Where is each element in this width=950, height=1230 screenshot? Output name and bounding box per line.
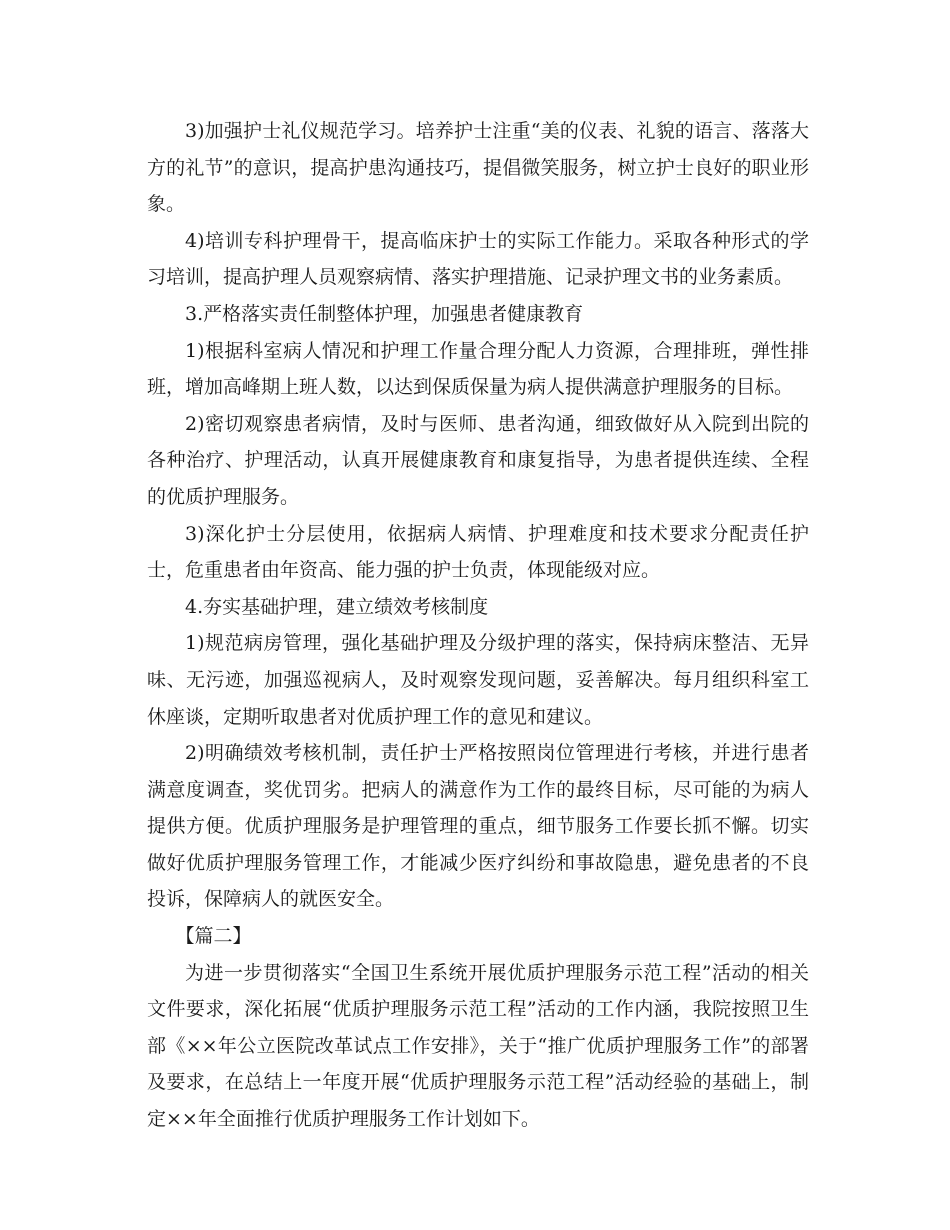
document-body [147,113,809,1138]
paragraph-performance-assessment: 2)明确绩效考核机制，责任护士严格按照岗位管理进行考核，并进行患者满意度调查，奖优罚劣。把病人的满意作为工作的最终目标，尽可能的为病人提供方便。优质护理服务是护理管理的重点，细节服务工作要长抓不懈。切实做好优质护理服务管理工作，才能减少医疗纠纷和事故隐患，避免患者的不良投诉，保障病人的就医安全。 [147,742,809,911]
paragraph-ward-management: 1)规范病房管理，强化基础护理及分级护理的落实，保持病床整洁、无异味、无污迹，加强巡视病人，及时观察发现问题，妥善解决。每月组织科室工休座谈，定期听取患者对优质护理工作的意见和建议。 [147,632,809,728]
paragraph-specialist-training: 4)培训专科护理骨干，提高临床护士的实际工作能力。采取各种形式的学习培训，提高护理人员观察病情、落实护理措施、记录护理文书的业务素质。 [147,229,809,289]
paragraph-etiquette-training: 3)加强护士礼仪规范学习。培养护士注重“美的仪表、礼貌的语言、落落大方的礼节”的意识，提高护患沟通技巧，提倡微笑服务，树立护士良好的职业形象。 [147,120,809,216]
section-heading-part-two: 【篇二】 [175,925,252,948]
section-heading-responsibility-nursing: 3.严格落实责任制整体护理，加强患者健康教育 [185,302,584,325]
paragraph-part-two-intro: 为进一步贯彻落实“全国卫生系统开展优质护理服务示范工程”活动的相关文件要求，深化拓展“优质护理服务示范工程”活动的工作内涵，我院按照卫生部《××年公立医院改革试点工作安排》，关于“推广优质护理服务工作”的部署及要求，在总结上一年度开展“优质护理服务示范工程”活动经验的基础上，制定××年全面推行优质护理服务工作计划如下。 [147,961,809,1131]
paragraph-staff-allocation: 1)根据科室病人情况和护理工作量合理分配人力资源，合理排班，弹性排班，增加高峰期上班人数，以达到保质保量为病人提供满意护理服务的目标。 [147,339,809,399]
section-heading-basic-nursing: 4.夯实基础护理，建立绩效考核制度 [185,595,489,618]
paragraph-tiered-nursing: 3)深化护士分层使用，依据病人病情、护理难度和技术要求分配责任护士，危重患者由年资高、能力强的护士负责，体现能级对应。 [147,522,809,582]
paragraph-patient-observation: 2)密切观察患者病情，及时与医师、患者沟通，细致做好从入院到出院的各种治疗、护理活动，认真开展健康教育和康复指导，为患者提供连续、全程的优质护理服务。 [147,412,809,508]
